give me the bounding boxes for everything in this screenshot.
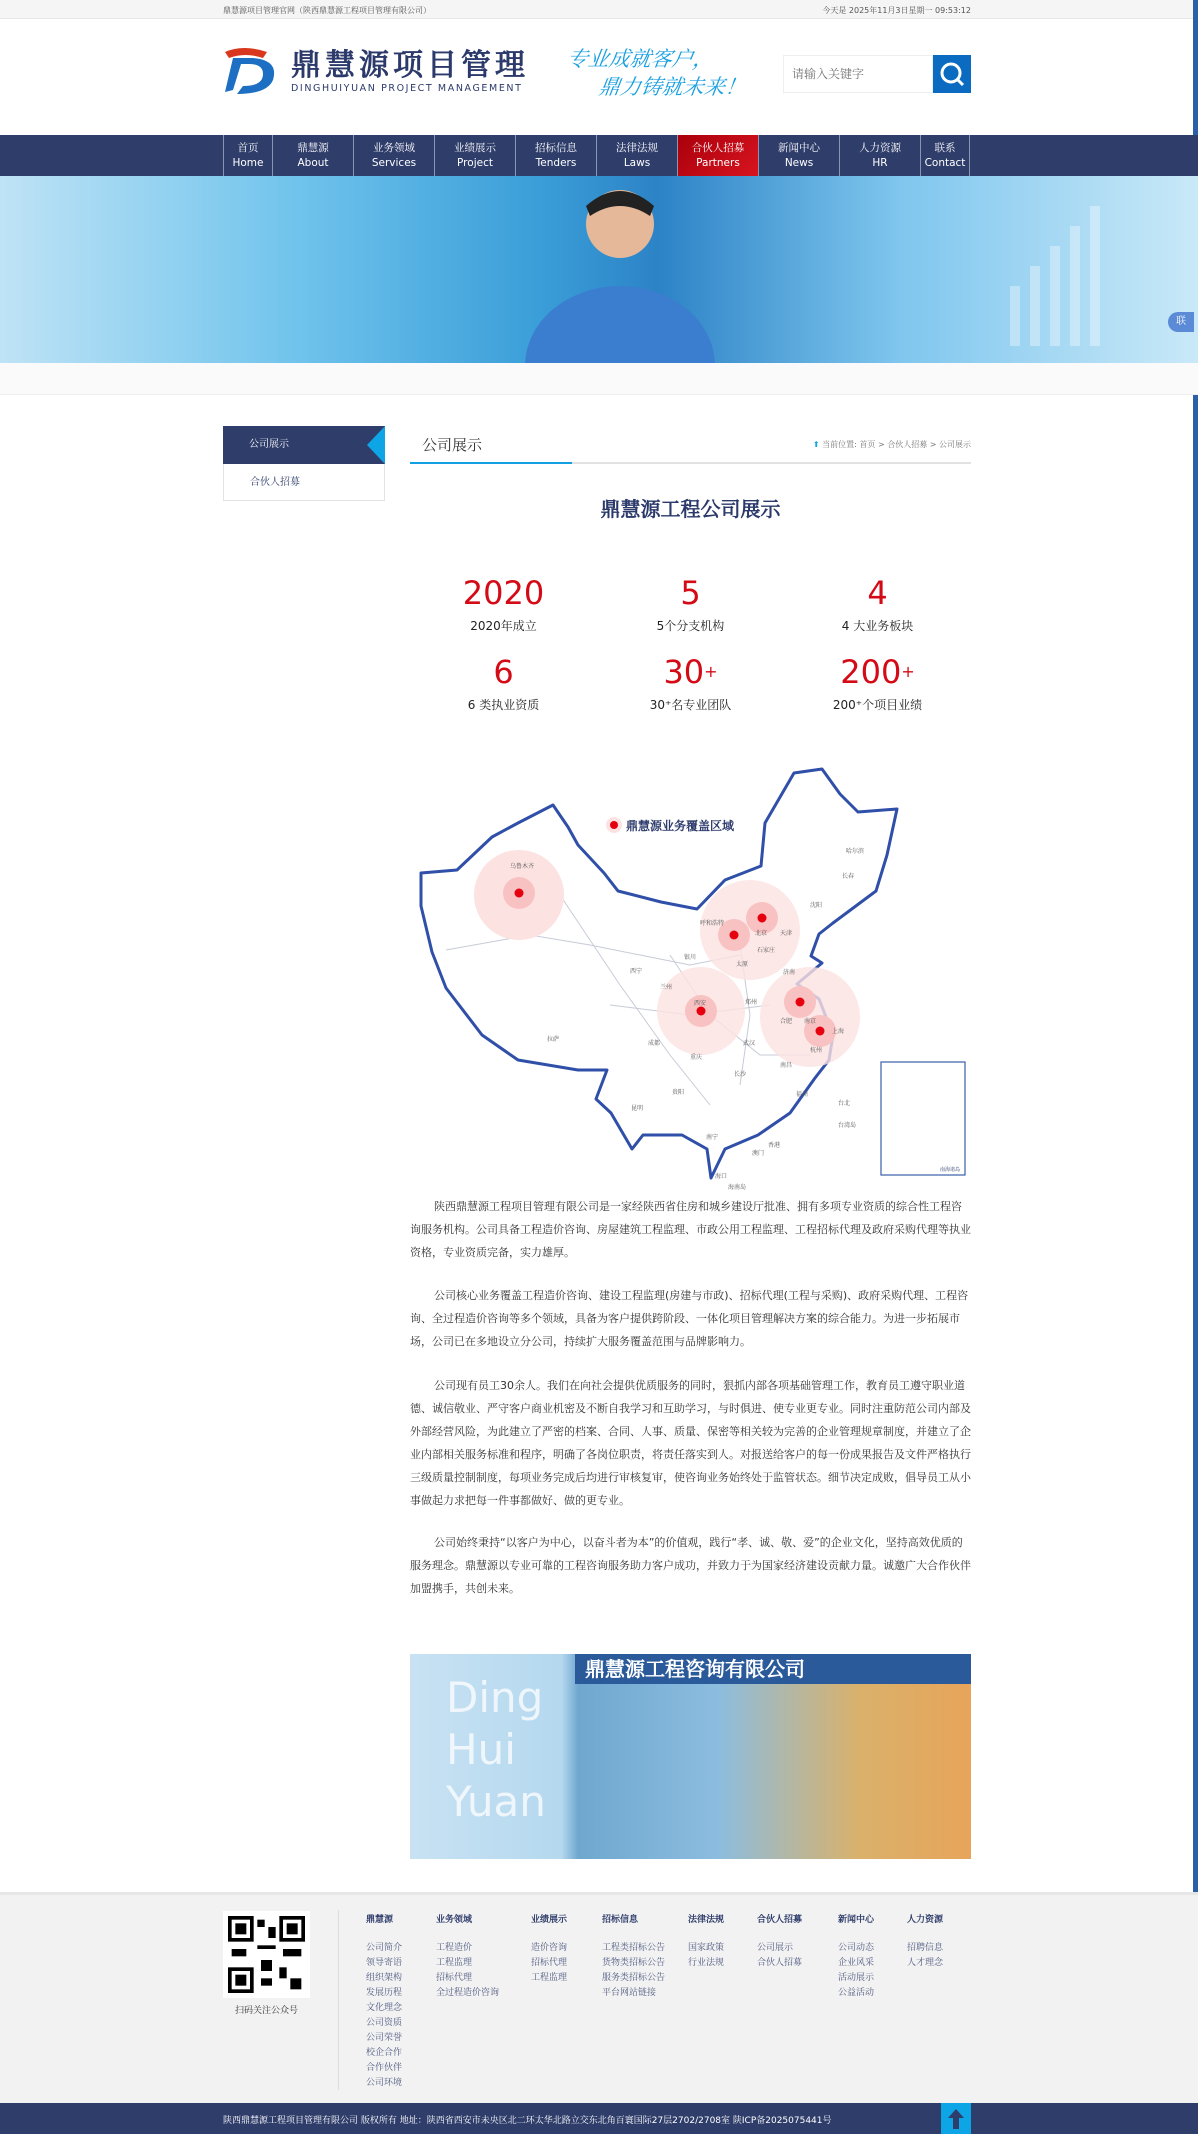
- city-label: 石家庄: [757, 947, 776, 954]
- footer-column: [436, 1912, 499, 2001]
- city-label: 上海: [832, 1028, 845, 1035]
- stat-number: 4: [867, 574, 888, 612]
- footer-column: [366, 1912, 402, 2091]
- footer-link[interactable]: 公益活动: [838, 1988, 875, 1998]
- back-to-top-button[interactable]: [941, 2103, 971, 2134]
- city-label: 香港: [768, 1142, 781, 1149]
- main-nav: [0, 135, 1198, 176]
- city-label: 南宁: [706, 1134, 719, 1141]
- stats-grid: [410, 575, 971, 713]
- footer-link[interactable]: 招标代理: [531, 1958, 568, 1968]
- nav-label-en: Tenders: [535, 157, 577, 169]
- nav-label: 合伙人招募: [691, 142, 745, 154]
- sidebar-item-partner-recruitment[interactable]: 合伙人招募: [223, 464, 385, 501]
- hero-banner: [0, 176, 1198, 363]
- city-label: 重庆: [690, 1054, 703, 1061]
- city-label: 贵阳: [672, 1089, 685, 1096]
- watermark-line: Hui: [446, 1725, 516, 1774]
- footer-column: [907, 1912, 943, 1971]
- city-label: 海口: [715, 1173, 728, 1180]
- footer-column-heading[interactable]: 业绩展示: [531, 1915, 568, 1925]
- footer-link[interactable]: 人才理念: [907, 1958, 944, 1968]
- stat-caption: 30⁺名专业团队: [649, 698, 732, 712]
- nav-laws[interactable]: [597, 135, 678, 176]
- intro-paragraph-1: 陕西鼎慧源工程项目管理有限公司是一家经陕西省住房和城乡建设厅批准、拥有多项专业资质的综合性工程咨询服务机构。公司具备工程造价咨询、房屋建筑工程监理、市政公用工程监理、工程招标代理及政府采购代理等执业资格，专业资质完备，实力雄厚。: [410, 1200, 971, 1259]
- footer-link[interactable]: 合作伙伴: [366, 2063, 403, 2073]
- city-label: 南昌: [780, 1062, 793, 1069]
- stat-item: [410, 654, 597, 713]
- footer-link[interactable]: 服务类招标公告: [602, 1973, 666, 1983]
- logo-icon: [223, 46, 281, 96]
- stat-item: [784, 575, 971, 634]
- city-label: 哈尔滨: [846, 848, 865, 855]
- copyright-bar: [0, 2103, 1198, 2134]
- team-photo: [410, 1654, 971, 1859]
- south-sea-inset: [881, 1062, 965, 1175]
- footer-link[interactable]: 招标代理: [436, 1973, 473, 1983]
- intro-paragraph-4: 公司始终秉持“以客户为中心，以奋斗者为本”的价值观，践行“孝、诚、敬、爱”的企业文化，坚持高效优质的服务理念。鼎慧源以专业可靠的工程咨询服务助力客户成功，并致力于为国家经济建设贡献力量。诚邀广大合作伙伴加盟携手，共创未来。: [410, 1536, 971, 1595]
- divider-strip: [0, 363, 1198, 395]
- footer-column-heading[interactable]: 业务领域: [436, 1915, 473, 1925]
- title-underline: [410, 462, 572, 464]
- city-label: 太原: [736, 961, 749, 968]
- city-label: 长沙: [734, 1071, 747, 1078]
- stat-plus: +: [704, 662, 718, 681]
- city-label: 成都: [648, 1040, 661, 1047]
- stat-item: [597, 654, 784, 713]
- city-label: 杭州: [810, 1047, 823, 1054]
- footer-link[interactable]: 行业法规: [688, 1958, 725, 1968]
- footer-column: [602, 1912, 665, 2001]
- nav-about[interactable]: [273, 135, 354, 176]
- map-legend: 鼎慧源业务覆盖区域: [626, 819, 735, 833]
- qr-code-icon: [228, 1916, 305, 1993]
- footer-link[interactable]: 公司简介: [366, 1943, 403, 1953]
- nav-label-en: About: [297, 157, 329, 169]
- date-time: 今天是 2025年11月3日星期一 09:53:12: [822, 6, 971, 15]
- nav-label: 联系: [934, 142, 956, 154]
- nav-project[interactable]: [435, 135, 516, 176]
- city-label: 澳门: [752, 1150, 765, 1157]
- floating-contact-button[interactable]: 联: [1168, 312, 1194, 332]
- footer-link[interactable]: 发展历程: [366, 1988, 403, 1998]
- nav-label-en: News: [784, 157, 814, 169]
- qr-code: [223, 1911, 310, 1998]
- stat-caption: 2020年成立: [470, 619, 537, 633]
- footer-link[interactable]: 全过程造价咨询: [436, 1988, 500, 1998]
- nav-partners[interactable]: [678, 135, 759, 176]
- footer-link[interactable]: 合伙人招募: [757, 1958, 803, 1968]
- section-title: 公司展示: [422, 436, 483, 454]
- stat-number: 6: [493, 653, 514, 691]
- intro-paragraph-2: 公司核心业务覆盖工程造价咨询、建设工程监理(房建与市政)、招标代理(工程与采购)、政府采购代理、工程咨询、全过程造价咨询等多个领域，具备为客户提供跨阶段、一体化项目管理解决方案的综合能力。为进一步拓展市场，公司已在多地设立分公司，持续扩大服务覆盖范围与品牌影响力。: [410, 1289, 969, 1348]
- footer-column: [757, 1912, 802, 1971]
- sidebar: [223, 426, 385, 501]
- stat-number: 30: [663, 653, 705, 691]
- photo-sign: 鼎慧源工程咨询有限公司: [575, 1654, 971, 1684]
- nav-label-en: HR: [872, 157, 888, 169]
- logo-name: 鼎慧源项目管理: [291, 47, 529, 83]
- home-icon: ⬆: [812, 440, 820, 449]
- stat-caption: 5个分支机构: [656, 619, 725, 633]
- city-label: 拉萨: [547, 1036, 560, 1043]
- stat-item: [597, 575, 784, 634]
- nav-label: 人力资源: [859, 142, 901, 154]
- footer-link[interactable]: 国家政策: [688, 1943, 725, 1953]
- stat-number: 5: [680, 574, 701, 612]
- footer-column: [688, 1912, 724, 1971]
- stat-item: [784, 654, 971, 713]
- sidebar-item-company-showcase[interactable]: 公司展示: [223, 426, 385, 464]
- stat-number: 2020: [462, 574, 545, 612]
- nav-services[interactable]: [354, 135, 435, 176]
- nav-label: 业绩展示: [454, 142, 496, 154]
- nav-label: 新闻中心: [778, 142, 820, 154]
- city-label: 北京: [755, 930, 768, 937]
- stat-caption: 4 大业务板块: [841, 619, 914, 633]
- footer-link[interactable]: 招聘信息: [907, 1943, 944, 1953]
- city-label: 长春: [842, 873, 855, 880]
- footer-link[interactable]: 企业风采: [838, 1958, 875, 1968]
- footer-link[interactable]: 活动展示: [838, 1973, 875, 1983]
- city-label: 台湾岛: [838, 1122, 857, 1129]
- city-label: 乌鲁木齐: [510, 863, 535, 870]
- nav-label: 招标信息: [535, 142, 577, 154]
- top-bar: [0, 0, 1198, 19]
- footer-column-heading[interactable]: 人力资源: [907, 1915, 944, 1925]
- copyright-text: 陕西鼎慧源工程项目管理有限公司 版权所有 地址：陕西省西安市未央区北二环太华北路立交东北角百寰国际27层2702/2708室 陕ICP备2025075441号: [223, 2116, 832, 2126]
- city-label: 济南: [783, 969, 796, 976]
- footer-column: [838, 1912, 874, 2001]
- footer-link[interactable]: 校企合作: [366, 2048, 403, 2058]
- arrow-up-icon: [948, 2109, 964, 2129]
- search-box: [783, 55, 971, 93]
- footer-link[interactable]: 工程监理: [436, 1958, 473, 1968]
- city-label: 西宁: [630, 968, 643, 975]
- nav-label-en: Partners: [696, 157, 740, 169]
- footer-link[interactable]: 平台网站链接: [602, 1988, 657, 1998]
- nav-news[interactable]: [759, 135, 840, 176]
- footer-column: [531, 1912, 567, 1986]
- banner-illustration: [0, 176, 1198, 363]
- footer-link[interactable]: 工程类招标公告: [602, 1943, 666, 1953]
- city-label: 合肥: [780, 1018, 793, 1025]
- city-label: 海南岛: [728, 1184, 747, 1191]
- city-label: 台北: [838, 1100, 851, 1107]
- section-header: [410, 432, 971, 464]
- footer-column-heading[interactable]: 合伙人招募: [757, 1915, 803, 1925]
- city-label: 西安: [694, 1000, 707, 1007]
- footer-column-heading[interactable]: 招标信息: [602, 1915, 639, 1925]
- nav-hr[interactable]: [840, 135, 921, 176]
- footer-link[interactable]: 组织架构: [366, 1973, 403, 1983]
- stat-caption: 6 类执业资质: [467, 698, 540, 712]
- search-icon: [939, 61, 965, 87]
- nav-home[interactable]: [224, 135, 273, 176]
- footer-divider: [338, 1910, 339, 2090]
- footer-link[interactable]: 公司展示: [757, 1943, 794, 1953]
- footer-link[interactable]: 造价咨询: [531, 1943, 568, 1953]
- footer-link[interactable]: 公司资质: [366, 2018, 403, 2028]
- page-title: 鼎慧源工程公司展示: [600, 497, 781, 521]
- nav-label-en: Contact: [924, 157, 966, 169]
- footer-link[interactable]: 工程造价: [436, 1943, 473, 1953]
- stat-caption: 200⁺个项目业绩: [832, 698, 923, 712]
- logo[interactable]: [223, 46, 529, 96]
- stat-number: 200: [840, 653, 902, 691]
- nav-label-en: Laws: [623, 157, 651, 169]
- footer: [0, 1892, 1198, 2103]
- slogan-line-2: 鼎力铸就未来！: [597, 75, 748, 99]
- slogan-line-1: 专业成就客户，: [565, 47, 716, 71]
- footer-link[interactable]: 公司环境: [366, 2078, 403, 2088]
- stat-plus: +: [901, 662, 915, 681]
- stat-item: [410, 575, 597, 634]
- nav-label-en: Home: [232, 157, 264, 169]
- breadcrumb: [813, 439, 971, 450]
- intro-paragraph-3: 公司现有员工30余人。我们在向社会提供优质服务的同时，狠抓内部各项基础管理工作，教育员工遵守职业道德、诚信敬业、严守客户商业机密及不断自我学习和互助学习，与时俱进、使专业更专业。同时注重防范公司内部及外部经营风险，为此建立了严密的档案、合同、人事、质量、保密等相关较为完善的企业管理规章制度，并建立了企业内部相关服务标准和程序，明确了各岗位职责，将责任落实到人。对报送给客户的每一份成果报告及文件严格执行三级质量控制制度，每项业务完成后均进行审核复审，使咨询业务始终处于监管状态。细节决定成败，倡导员工从小事做起力求把每一件事都做好、做的更专业。: [410, 1379, 971, 1507]
- breadcrumb-text[interactable]: 当前位置: 首页 > 合伙人招募 > 公司展示: [822, 440, 971, 449]
- footer-link[interactable]: 货物类招标公告: [602, 1958, 666, 1968]
- photo-watermark: [446, 1672, 546, 1828]
- city-label: 武汉: [743, 1040, 756, 1047]
- footer-link[interactable]: 公司荣誉: [366, 2033, 403, 2043]
- slogan: [561, 45, 752, 101]
- qr-label: 扫码关注公众号: [234, 2006, 298, 2016]
- watermark-line: Yuan: [446, 1777, 546, 1826]
- city-label: 沈阳: [810, 902, 823, 909]
- site-description: 鼎慧源项目管理官网（陕西鼎慧源工程项目管理有限公司）: [223, 6, 431, 15]
- city-label: 天津: [780, 930, 793, 937]
- city-label: 呼和浩特: [700, 920, 725, 927]
- nav-label-en: Services: [371, 157, 417, 169]
- nav-tenders[interactable]: [516, 135, 597, 176]
- inset-label: 南海诸岛: [940, 1167, 961, 1173]
- footer-link[interactable]: 公司动态: [838, 1943, 875, 1953]
- city-label: 昆明: [631, 1105, 644, 1112]
- city-label: 福州: [796, 1091, 809, 1098]
- logo-english: DINGHUIYUAN PROJECT MANAGEMENT: [291, 82, 523, 94]
- nav-contact[interactable]: [921, 135, 970, 176]
- nav-label: 法律法规: [616, 142, 658, 154]
- coverage-map: [410, 755, 970, 1195]
- footer-link[interactable]: 领导寄语: [366, 1958, 403, 1968]
- city-label: 南京: [804, 1018, 817, 1025]
- city-label: 银川: [684, 954, 697, 961]
- footer-column-heading[interactable]: 鼎慧源: [366, 1915, 394, 1925]
- nav-label-en: Project: [457, 157, 493, 169]
- footer-link[interactable]: 工程监理: [531, 1973, 568, 1983]
- search-input[interactable]: [783, 55, 933, 93]
- footer-column-heading[interactable]: 法律法规: [688, 1915, 725, 1925]
- city-label: 郑州: [745, 999, 758, 1006]
- footer-column-heading[interactable]: 新闻中心: [838, 1915, 875, 1925]
- footer-link[interactable]: 文化理念: [366, 2003, 403, 2013]
- nav-label: 业务领域: [373, 142, 415, 154]
- nav-label: 首页: [237, 142, 259, 154]
- watermark-line: Ding: [446, 1673, 544, 1722]
- city-label: 兰州: [660, 984, 673, 991]
- search-button[interactable]: [933, 55, 971, 93]
- nav-label: 鼎慧源: [297, 142, 329, 154]
